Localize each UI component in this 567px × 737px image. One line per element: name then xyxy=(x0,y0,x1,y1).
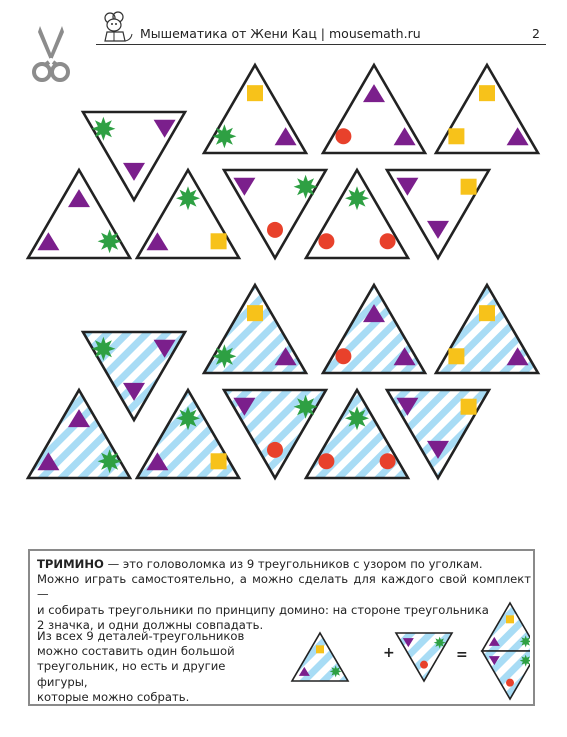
yellow-square-icon xyxy=(247,85,263,101)
yellow-square-icon xyxy=(247,305,263,321)
info-box xyxy=(28,549,535,706)
red-circle-icon xyxy=(380,233,396,249)
yellow-square-icon xyxy=(461,179,477,195)
yellow-square-icon xyxy=(479,305,495,321)
red-circle-icon xyxy=(420,661,428,669)
red-circle-icon xyxy=(318,453,334,469)
yellow-square-icon xyxy=(448,348,464,364)
intro-line-1: Можно играть самостоятельно, а можно сделать для каждого свой комплект — xyxy=(37,572,531,602)
trimino-piece[interactable] xyxy=(436,65,538,153)
yellow-square-icon xyxy=(211,453,227,469)
example-piece xyxy=(482,651,530,699)
green-star-icon xyxy=(294,175,318,199)
green-star-icon xyxy=(91,337,115,361)
puzzle-title: ТРИМИНО xyxy=(37,557,104,571)
note-text xyxy=(37,629,267,705)
plus-sign: + xyxy=(383,645,395,661)
trimino-piece[interactable] xyxy=(387,170,489,258)
example-piece xyxy=(292,633,348,681)
red-circle-icon xyxy=(506,679,514,687)
yellow-square-icon xyxy=(461,399,477,415)
trimino-piece[interactable] xyxy=(204,285,306,373)
trimino-piece[interactable] xyxy=(387,390,489,478)
note-line-1: можно составить один большой xyxy=(37,644,235,659)
red-circle-icon xyxy=(318,233,334,249)
red-circle-icon xyxy=(380,453,396,469)
equals-sign: = xyxy=(456,647,468,663)
trimino-piece[interactable] xyxy=(28,170,130,258)
note-line-0: Из всех 9 деталей-треугольников xyxy=(37,629,245,643)
red-circle-icon xyxy=(267,222,283,238)
trimino-piece[interactable] xyxy=(224,170,326,258)
green-star-icon xyxy=(212,124,236,148)
piece-set-plain xyxy=(28,65,538,258)
green-star-icon xyxy=(91,117,115,141)
trimino-piece[interactable] xyxy=(204,65,306,153)
red-circle-icon xyxy=(335,348,351,364)
yellow-square-icon xyxy=(479,85,495,101)
trimino-piece[interactable] xyxy=(323,285,425,373)
trimino-piece[interactable] xyxy=(137,170,239,258)
trimino-piece[interactable] xyxy=(28,390,130,478)
trimino-piece[interactable] xyxy=(306,170,408,258)
green-star-icon xyxy=(212,344,236,368)
yellow-square-icon xyxy=(211,233,227,249)
trimino-piece[interactable] xyxy=(83,112,185,200)
example-piece xyxy=(396,633,452,681)
yellow-square-icon xyxy=(448,128,464,144)
page-number: 2 xyxy=(532,26,540,41)
yellow-square-icon xyxy=(506,615,514,623)
example-diagram xyxy=(280,601,530,706)
red-circle-icon xyxy=(335,128,351,144)
site-title: Мышематика от Жени Кац | mousemath.ru xyxy=(140,26,421,41)
example-piece xyxy=(482,603,530,651)
yellow-square-icon xyxy=(316,645,324,653)
green-star-icon xyxy=(98,229,122,253)
green-star-icon xyxy=(294,395,318,419)
note-line-2: треугольник, но есть и другие фигуры, xyxy=(37,659,226,689)
trimino-piece[interactable] xyxy=(306,390,408,478)
intro-line-2: и собирать треугольники по принципу домино: на стороне треугольника xyxy=(37,602,489,617)
note-line-3: которые можно собрать. xyxy=(37,689,190,704)
intro-line-3: 2 значка, и одни должны совпадать. xyxy=(37,617,264,632)
trimino-piece[interactable] xyxy=(83,332,185,420)
green-star-icon xyxy=(98,449,122,473)
trimino-piece[interactable] xyxy=(137,390,239,478)
red-circle-icon xyxy=(267,442,283,458)
piece-set-striped xyxy=(28,285,538,478)
trimino-piece[interactable] xyxy=(224,390,326,478)
trimino-piece[interactable] xyxy=(323,65,425,153)
trimino-piece[interactable] xyxy=(436,285,538,373)
intro-line-0: — это головоломка из 9 треугольников с узором по уголкам. xyxy=(103,557,483,571)
